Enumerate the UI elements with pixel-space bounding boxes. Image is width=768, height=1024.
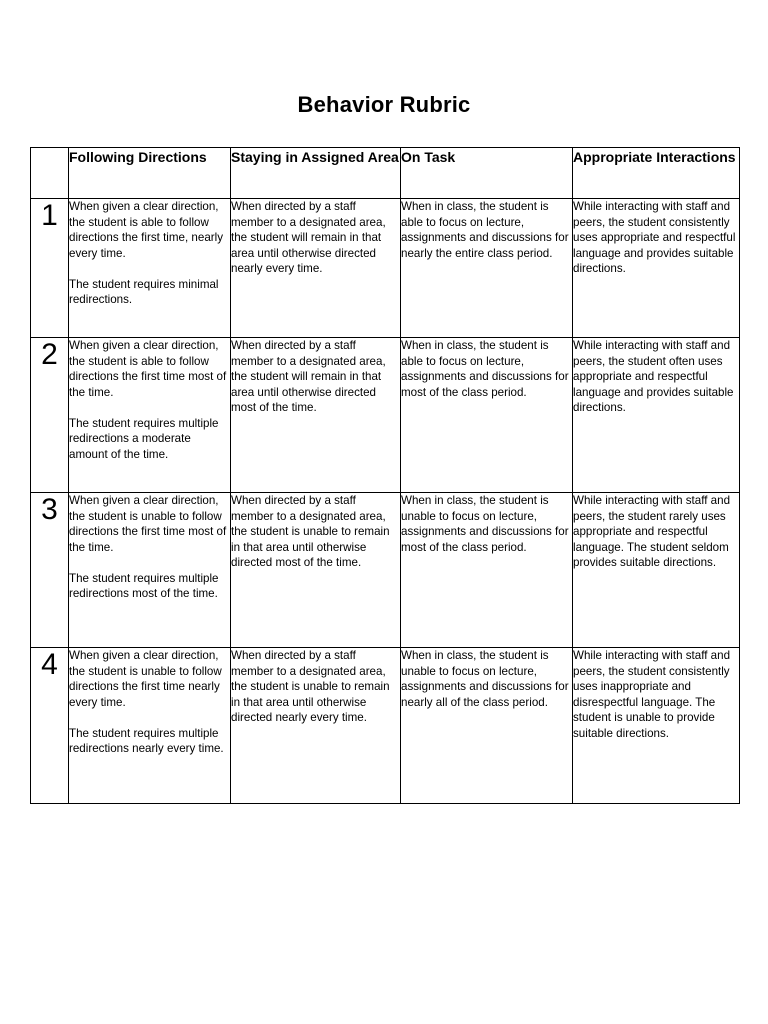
score-cell: 2 (31, 338, 69, 493)
rubric-table (30, 147, 740, 804)
interactions-cell: While interacting with staff and peers, the student consistently uses inappropriate and disrespectful language. The student is unable to provide suitable directions. (573, 648, 740, 804)
staying-in-area-cell: When directed by a staff member to a designated area, the student will remain in that area until otherwise directed nearly every time. (231, 199, 401, 338)
following-directions-cell (69, 648, 231, 804)
following-directions-cell (69, 493, 231, 648)
staying-in-area-cell: When directed by a staff member to a designated area, the student is unable to remain in that area until otherwise directed most of the time. (231, 493, 401, 648)
on-task-cell: When in class, the student is able to focus on lecture, assignments and discussions for nearly the entire class period. (401, 199, 573, 338)
on-task-cell: When in class, the student is able to focus on lecture, assignments and discussions for most of the class period. (401, 338, 573, 493)
interactions-cell: While interacting with staff and peers, the student consistently uses appropriate and respectful language and provides suitable directions. (573, 199, 740, 338)
score-cell: 4 (31, 648, 69, 804)
on-task-cell: When in class, the student is unable to focus on lecture, assignments and discussions for most of the class period. (401, 493, 573, 648)
cell-text: When given a clear direction, the student is able to follow directions the first time, nearly every time. (69, 200, 223, 260)
on-task-cell: When in class, the student is unable to focus on lecture, assignments and discussions for nearly all of the class period. (401, 648, 573, 804)
following-directions-cell (69, 338, 231, 493)
column-header-on-task: On Task (401, 148, 573, 199)
interactions-cell: While interacting with staff and peers, the student rarely uses appropriate and respectful language. The student seldom provides suitable directions. (573, 493, 740, 648)
score-cell: 1 (31, 199, 69, 338)
table-row (31, 338, 740, 493)
score-cell: 3 (31, 493, 69, 648)
cell-text: The student requires multiple redirections nearly every time. (69, 726, 224, 755)
table-row (31, 199, 740, 338)
interactions-cell: While interacting with staff and peers, the student often uses appropriate and respectful language and provides suitable directions. (573, 338, 740, 493)
header-row (31, 148, 740, 199)
following-directions-cell (69, 199, 231, 338)
column-header-appropriate-interactions: Appropriate Interactions (573, 148, 740, 199)
cell-text: When given a clear direction, the student is unable to follow directions the first time nearly every time. (69, 649, 222, 709)
page-title: Behavior Rubric (297, 92, 471, 117)
staying-in-area-cell: When directed by a staff member to a designated area, the student is unable to remain in that area until otherwise directed nearly every time. (231, 648, 401, 804)
cell-text: When given a clear direction, the student is able to follow directions the first time most of the time. (69, 339, 227, 399)
cell-text: The student requires multiple redirections a moderate amount of the time. (69, 416, 219, 461)
table-row (31, 648, 740, 804)
cell-text: When given a clear direction, the student is unable to follow directions the first time most of the time. (69, 494, 227, 554)
header-corner-cell (31, 148, 69, 199)
cell-text: The student requires multiple redirections most of the time. (69, 571, 219, 600)
staying-in-area-cell: When directed by a staff member to a designated area, the student will remain in that area until otherwise directed most of the time. (231, 338, 401, 493)
table-row (31, 493, 740, 648)
column-header-following-directions: Following Directions (69, 148, 231, 199)
column-header-staying-in-area: Staying in Assigned Area (231, 148, 401, 199)
cell-text: The student requires minimal redirections. (69, 277, 219, 306)
